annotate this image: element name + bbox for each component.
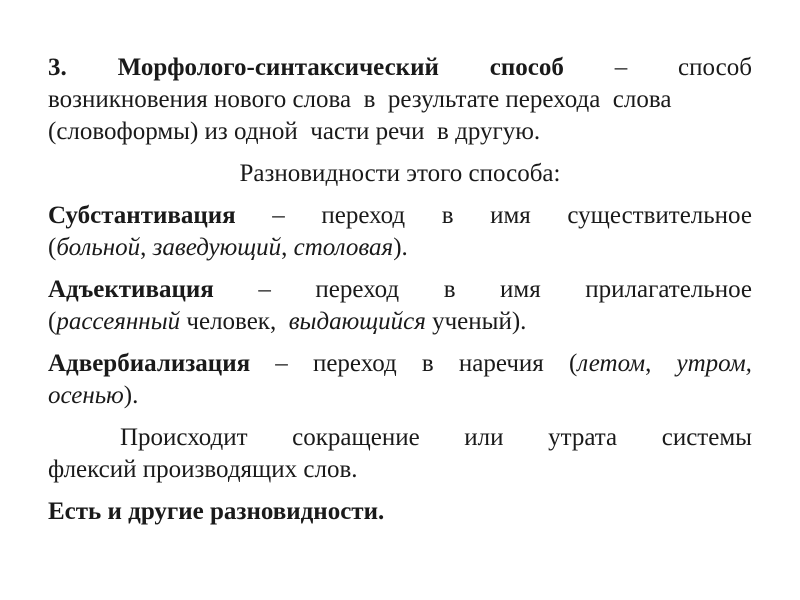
flexion-line-2: флексий производящих слов. xyxy=(48,456,358,483)
word: имя xyxy=(490,202,531,229)
method-term: Морфолого-синтаксический xyxy=(117,54,439,81)
word: сокращение xyxy=(292,424,420,451)
paren-close: ). xyxy=(123,382,139,409)
word: переход xyxy=(321,202,406,229)
adjectivation-line-1 xyxy=(48,274,752,306)
closing-note: Есть и другие разновидности. xyxy=(48,498,385,525)
word: – xyxy=(275,350,288,377)
example-text: человек, xyxy=(180,308,289,335)
example-text: ученый). xyxy=(425,308,527,335)
dash: – xyxy=(614,54,628,81)
word: в xyxy=(421,350,434,377)
paragraph-substantivation xyxy=(48,200,752,264)
word: в xyxy=(441,202,454,229)
paragraph-adverbialization xyxy=(48,348,752,412)
word: – xyxy=(272,202,285,229)
word: существительное xyxy=(567,202,752,229)
substantivation-term: Субстантивация xyxy=(48,202,236,229)
word: Происходит xyxy=(120,424,248,451)
separator: , xyxy=(281,234,294,261)
adjectivation-term: Адъективация xyxy=(48,276,214,303)
word: переход xyxy=(312,350,397,377)
definition-line-1 xyxy=(48,52,752,84)
word: утрата xyxy=(548,424,618,451)
substantivation-line-1 xyxy=(48,200,752,232)
substantivation-examples xyxy=(48,232,752,264)
adverbialization-term: Адвербиализация xyxy=(48,350,251,377)
adverbialization-line-1 xyxy=(48,348,752,380)
flexion-line-1 xyxy=(48,422,752,454)
example-word: (летом, xyxy=(568,350,652,377)
definition-line-3: (словоформы) из одной части речи в другую. xyxy=(48,118,541,145)
paragraph-flexion xyxy=(48,422,752,486)
example-3: столовая xyxy=(293,234,394,261)
paren-open: ( xyxy=(48,308,57,335)
adjectivation-examples xyxy=(48,306,752,338)
example-1: больной xyxy=(56,234,141,261)
example-2: выдающийся xyxy=(288,308,426,335)
method-term-2: способ xyxy=(489,54,564,81)
paren-open: ( xyxy=(48,234,57,261)
definition-line-2: возникновения нового слова в результате перехода слова xyxy=(48,86,672,113)
example-letom: летом xyxy=(577,350,646,377)
adverbialization-line-2 xyxy=(48,380,752,412)
word: переход xyxy=(315,276,400,303)
paragraph-definition xyxy=(48,52,752,148)
separator: , xyxy=(140,234,153,261)
word: системы xyxy=(661,424,752,451)
word: имя xyxy=(500,276,541,303)
example-2: заведующий xyxy=(152,234,282,261)
varieties-subtitle: Разновидности этого способа: xyxy=(239,160,561,187)
word: наречия xyxy=(458,350,544,377)
definition-word: способ xyxy=(678,54,752,81)
paren-close: ). xyxy=(393,234,408,261)
example-1: рассеянный xyxy=(56,308,181,335)
word: или xyxy=(464,424,504,451)
example-osenyu: осенью xyxy=(48,382,124,409)
example-utrom: утром, xyxy=(676,350,752,377)
word: – xyxy=(258,276,271,303)
word: в xyxy=(443,276,456,303)
word: прилагательное xyxy=(585,276,752,303)
paragraph-adjectivation xyxy=(48,274,752,338)
item-number: 3. xyxy=(48,54,67,81)
